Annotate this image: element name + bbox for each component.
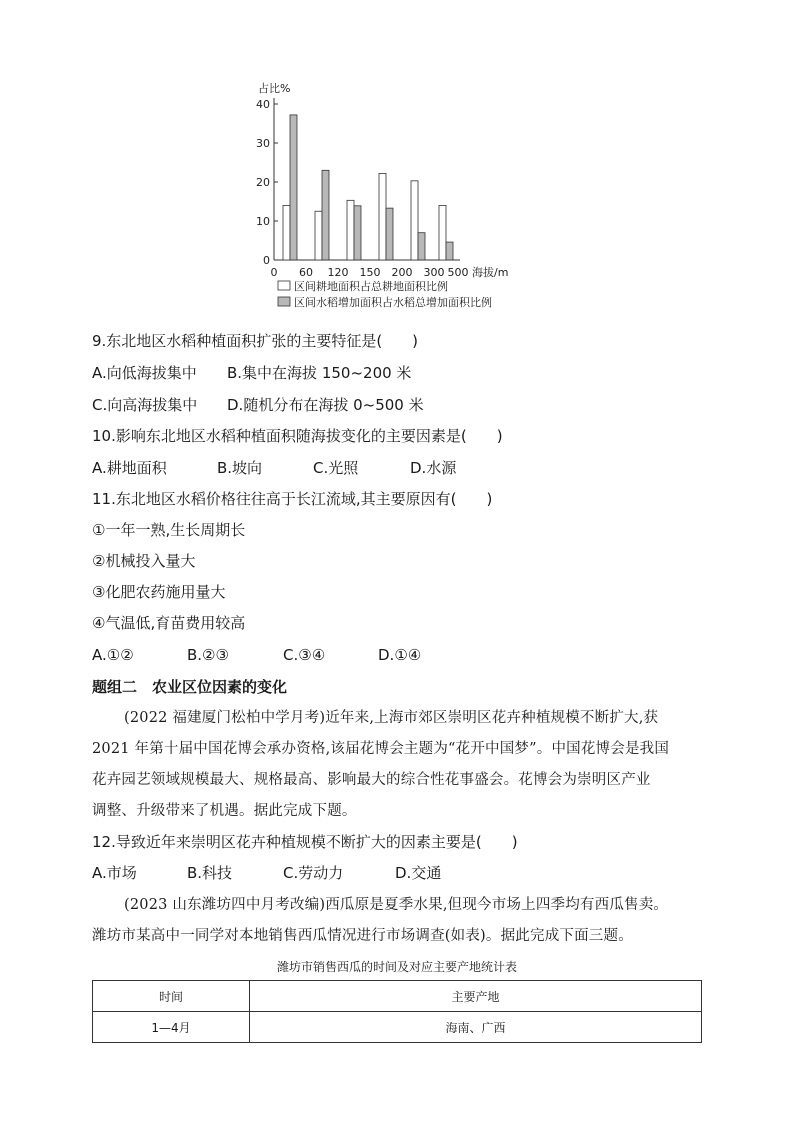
passage2-line-2: 潍坊市某高中一同学对本地销售西瓜情况进行市场调查(如表)。据此完成下面三题。 [92, 928, 633, 944]
section-title: 题组二 农业区位因素的变化 [92, 678, 288, 696]
y-tick-label: 10 [256, 215, 270, 228]
q11-item-3: ③化肥农药施用量大 [92, 583, 226, 601]
legend-label-cultivated: 区间耕地面积占总耕地面积比例 [294, 280, 448, 293]
bar-rice-200-300 [418, 233, 425, 260]
q9-stem: 9.东北地区水稻种植面积扩张的主要特征是( ) [92, 332, 419, 350]
table-caption: 潍坊市销售西瓜的时间及对应主要产地统计表 [276, 960, 517, 974]
table-header-origin: 主要产地 [250, 981, 702, 1012]
q12-option-a: A.市场 [92, 864, 137, 882]
q12-option-c: C.劳动力 [283, 864, 344, 882]
bar-cultivated-150-200 [379, 173, 386, 260]
q10-option-b: B.坡向 [217, 459, 263, 477]
q9-option-b: B.集中在海拔 150~200 米 [227, 364, 412, 382]
bar-rice-120-150 [354, 206, 361, 260]
y-tick-label: 20 [256, 176, 270, 189]
q11-option-b: B.②③ [187, 646, 229, 664]
passage-line-2: 2021 年第十届中国花博会承办资格,该届花博会主题为“花开中国梦”。中国花博会是我国 [92, 741, 670, 757]
table-header-time: 时间 [93, 981, 250, 1012]
y-tick-label: 0 [263, 254, 270, 267]
x-tick-label: 200 [391, 266, 413, 279]
y-tick-label: 40 [256, 98, 270, 111]
bar-rice-60-120 [322, 170, 329, 260]
watermelon-table [92, 980, 702, 1043]
bar-cultivated-0-60 [283, 205, 290, 260]
q11-item-1: ①一年一熟,生长周期长 [92, 521, 246, 539]
q11-option-c: C.③④ [283, 646, 326, 664]
q11-option-a: A.①② [92, 646, 134, 664]
q11-stem: 11.东北地区水稻价格往往高于长江流域,其主要原因有( ) [92, 490, 493, 508]
q10-option-a: A.耕地面积 [92, 459, 167, 477]
x-tick-label: 60 [299, 266, 313, 279]
x-tick-label: 120 [327, 266, 349, 279]
q10-option-c: C.光照 [313, 459, 359, 477]
q10-stem: 10.影响东北地区水稻种植面积随海拔变化的主要因素是( ) [92, 427, 503, 445]
q12-stem: 12.导致近年来崇明区花卉种植规模不断扩大的因素主要是( ) [92, 833, 518, 851]
x-axis-label: 海拔/m [472, 266, 509, 279]
x-tick-label: 150 [359, 266, 381, 279]
table-row [93, 1012, 702, 1043]
q12-option-b: B.科技 [187, 864, 233, 882]
passage-line-3: 花卉园艺领域规模最大、规格最高、影响最大的综合性花事盛会。花博会为崇明区产业 [92, 772, 651, 788]
bar-rice-150-200 [386, 208, 393, 260]
y-axis-label: 占比% [258, 82, 291, 95]
q9-option-a: A.向低海拔集中 [92, 364, 197, 382]
y-tick-label: 30 [256, 137, 270, 150]
x-tick-label: 0 [270, 266, 278, 279]
bar-rice-0-60 [290, 115, 297, 260]
legend-label-rice: 区间水稻增加面积占水稻总增加面积比例 [294, 296, 492, 309]
passage2-line-1: (2023 山东潍坊四中月考改编)西瓜原是夏季水果,但现今市场上四季均有西瓜售卖。 [124, 897, 669, 913]
bar-rice-300-500 [446, 242, 453, 260]
q11-item-2: ②机械投入量大 [92, 552, 196, 570]
passage-line-4: 调整、升级带来了机遇。据此完成下题。 [92, 803, 357, 819]
q9-option-c: C.向高海拔集中 [92, 396, 198, 414]
q12-option-d: D.交通 [395, 864, 442, 882]
table-cell-origin: 海南、广西 [250, 1012, 702, 1043]
q10-option-d: D.水源 [410, 459, 457, 477]
q11-item-4: ④气温低,育苗费用较高 [92, 614, 246, 632]
legend-swatch-cultivated [278, 281, 290, 290]
q11-option-d: D.①④ [378, 646, 422, 664]
passage-line-1: (2022 福建厦门松柏中学月考)近年来,上海市郊区崇明区花卉种植规模不断扩大,获 [124, 710, 659, 726]
x-tick-label: 500 [447, 266, 469, 279]
table-cell-time: 1—4月 [93, 1012, 250, 1043]
bar-cultivated-120-150 [347, 200, 354, 260]
altitude-bar-chart [248, 78, 548, 320]
x-tick-label: 300 [423, 266, 445, 279]
q9-option-d: D.随机分布在海拔 0~500 米 [227, 396, 424, 414]
bar-cultivated-300-500 [439, 205, 446, 260]
table-header-row [93, 981, 702, 1012]
legend-swatch-rice [278, 297, 290, 306]
bar-cultivated-200-300 [411, 181, 418, 260]
bar-cultivated-60-120 [315, 211, 322, 260]
